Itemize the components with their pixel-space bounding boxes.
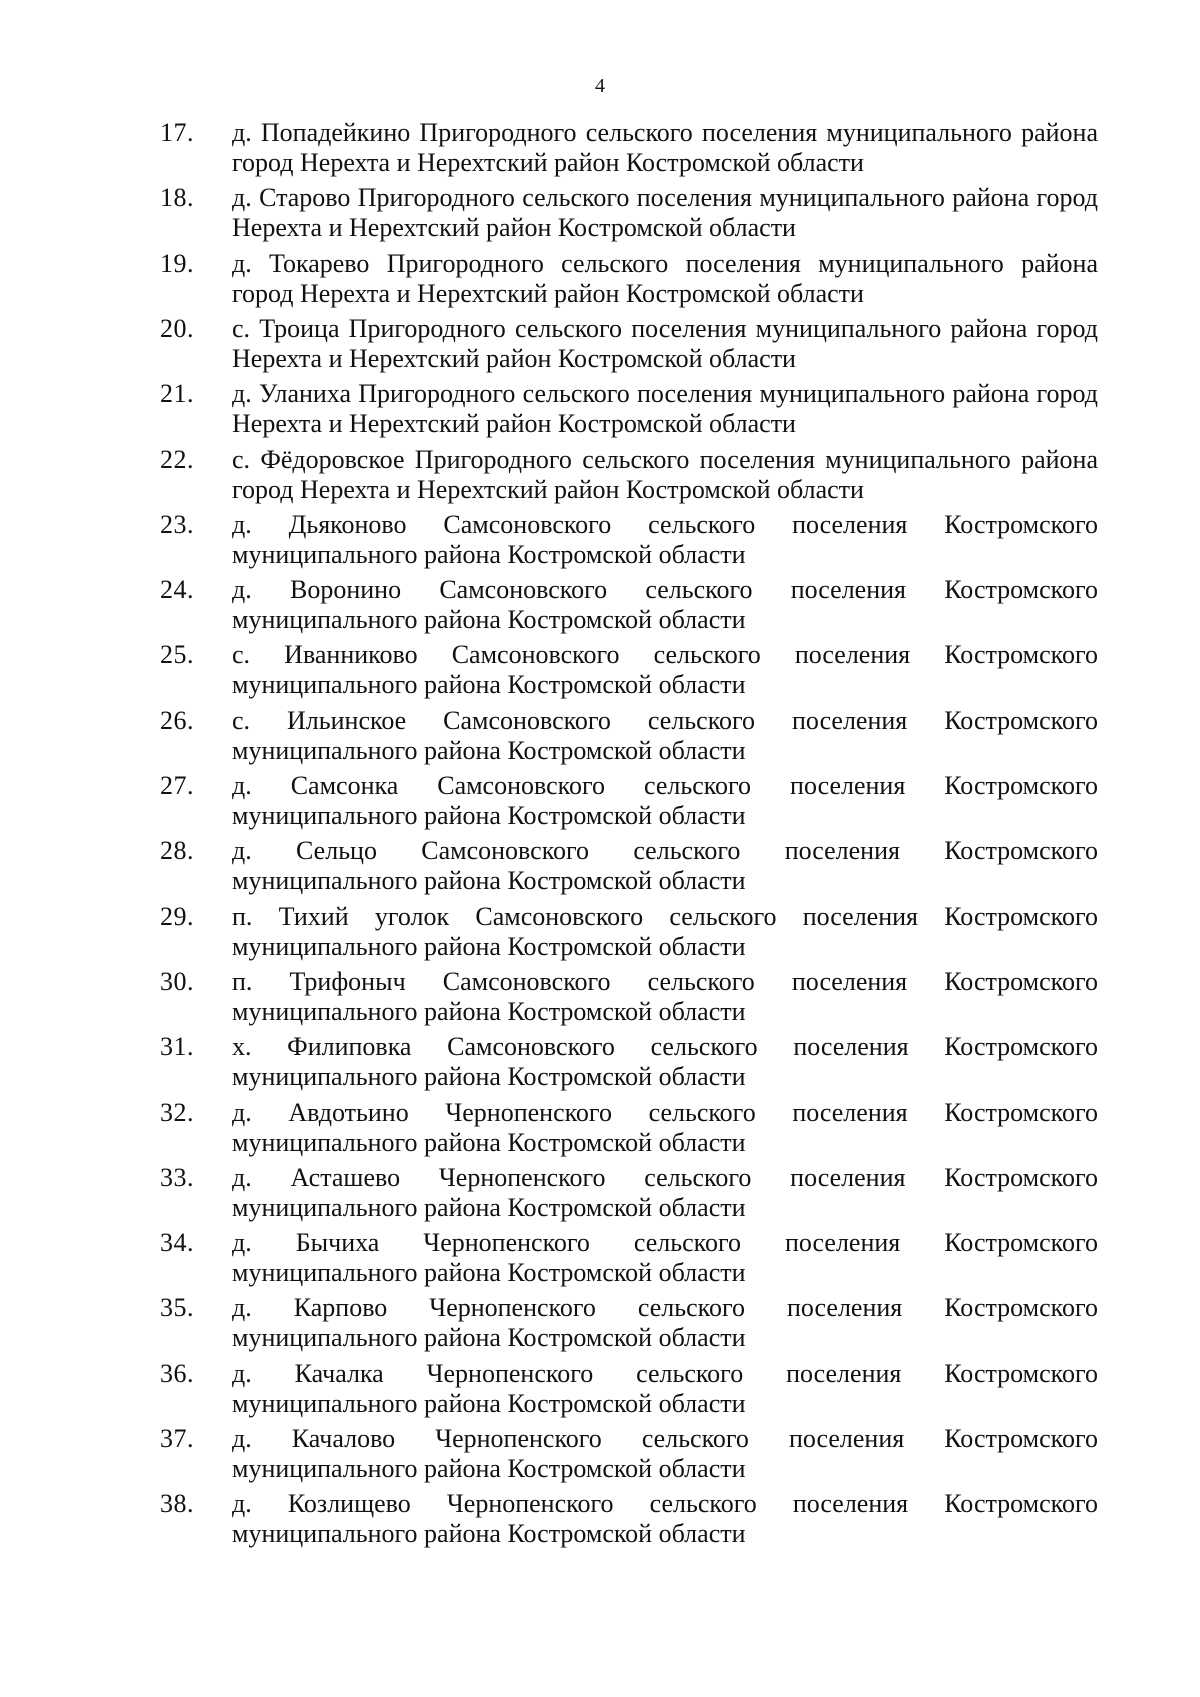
item-number: 35. — [160, 1293, 194, 1322]
item-number: 32. — [160, 1098, 194, 1127]
item-number: 28. — [160, 836, 194, 865]
item-text: д. Дьяконово Самсоновского сельского поселения Костромского муниципального района Костромской области — [232, 510, 1098, 569]
list-item — [0, 706, 1200, 766]
list-item — [0, 314, 1200, 374]
item-number: 26. — [160, 706, 194, 735]
item-number: 30. — [160, 967, 194, 996]
item-number: 17. — [160, 118, 194, 147]
item-text: с. Ильинское Самсоновского сельского поселения Костромского муниципального района Костромской области — [232, 706, 1098, 765]
list-item — [0, 1489, 1200, 1549]
item-text: х. Филиповка Самсоновского сельского поселения Костромского муниципального района Костромской области — [232, 1032, 1098, 1091]
item-text: д. Старово Пригородного сельского поселения муниципального района город Нерехта и Нерехтский район Костромской области — [232, 183, 1098, 242]
list-item — [0, 640, 1200, 700]
item-number: 31. — [160, 1032, 194, 1061]
item-number: 38. — [160, 1489, 194, 1518]
list-item — [0, 249, 1200, 309]
list-item — [0, 1293, 1200, 1353]
item-text: д. Уланиха Пригородного сельского поселения муниципального района город Нерехта и Нерехтский район Костромской области — [232, 379, 1098, 438]
item-text: д. Бычиха Чернопенского сельского поселения Костромского муниципального района Костромской области — [232, 1228, 1098, 1287]
item-number: 22. — [160, 445, 194, 474]
list-item — [0, 575, 1200, 635]
item-text: д. Авдотьино Чернопенского сельского поселения Костромского муниципального района Костромской области — [232, 1098, 1098, 1157]
list-item — [0, 118, 1200, 178]
item-text: с. Троица Пригородного сельского поселения муниципального района город Нерехта и Нерехтский район Костромской области — [232, 314, 1098, 373]
list-item — [0, 1032, 1200, 1092]
list-item — [0, 379, 1200, 439]
item-text: п. Трифоныч Самсоновского сельского поселения Костромского муниципального района Костромской области — [232, 967, 1098, 1026]
item-number: 19. — [160, 249, 194, 278]
list-item — [0, 183, 1200, 243]
list-item — [0, 1424, 1200, 1484]
item-number: 20. — [160, 314, 194, 343]
item-number: 36. — [160, 1359, 194, 1388]
item-text: д. Качалово Чернопенского сельского поселения Костромского муниципального района Костромской области — [232, 1424, 1098, 1483]
item-text: д. Асташево Чернопенского сельского поселения Костромского муниципального района Костромской области — [232, 1163, 1098, 1222]
list-item — [0, 1098, 1200, 1158]
item-number: 25. — [160, 640, 194, 669]
list-item — [0, 510, 1200, 570]
page-number: 4 — [595, 75, 605, 97]
item-text: с. Фёдоровское Пригородного сельского поселения муниципального района город Нерехта и Нерехтский район Костромской области — [232, 445, 1098, 504]
list-item — [0, 771, 1200, 831]
item-text: д. Сельцо Самсоновского сельского поселения Костромского муниципального района Костромской области — [232, 836, 1098, 895]
item-text: д. Качалка Чернопенского сельского поселения Костромского муниципального района Костромской области — [232, 1359, 1098, 1418]
item-text: с. Иванниково Самсоновского сельского поселения Костромского муниципального района Костромской области — [232, 640, 1098, 699]
item-text: д. Карпово Чернопенского сельского поселения Костромского муниципального района Костромской области — [232, 1293, 1098, 1352]
item-number: 23. — [160, 510, 194, 539]
list-item — [0, 1228, 1200, 1288]
item-number: 29. — [160, 902, 194, 931]
item-number: 37. — [160, 1424, 194, 1453]
list-item — [0, 902, 1200, 962]
item-number: 24. — [160, 575, 194, 604]
item-number: 27. — [160, 771, 194, 800]
list-item — [0, 967, 1200, 1027]
item-text: п. Тихий уголок Самсоновского сельского поселения Костромского муниципального района Костромской области — [232, 902, 1098, 961]
item-number: 33. — [160, 1163, 194, 1192]
item-text: д. Козлищево Чернопенского сельского поселения Костромского муниципального района Костромской области — [232, 1489, 1098, 1548]
item-text: д. Воронино Самсоновского сельского поселения Костромского муниципального района Костромской области — [232, 575, 1098, 634]
list-item — [0, 445, 1200, 505]
item-number: 21. — [160, 379, 194, 408]
list-item — [0, 1359, 1200, 1419]
item-text: д. Попадейкино Пригородного сельского поселения муниципального района город Нерехта и Нерехтский район Костромской области — [232, 118, 1098, 177]
item-text: д. Токарево Пригородного сельского поселения муниципального района город Нерехта и Нерехтский район Костромской области — [232, 249, 1098, 308]
list-item — [0, 836, 1200, 896]
item-text: д. Самсонка Самсоновского сельского поселения Костромского муниципального района Костромской области — [232, 771, 1098, 830]
item-number: 34. — [160, 1228, 194, 1257]
item-number: 18. — [160, 183, 194, 212]
list-item — [0, 1163, 1200, 1223]
